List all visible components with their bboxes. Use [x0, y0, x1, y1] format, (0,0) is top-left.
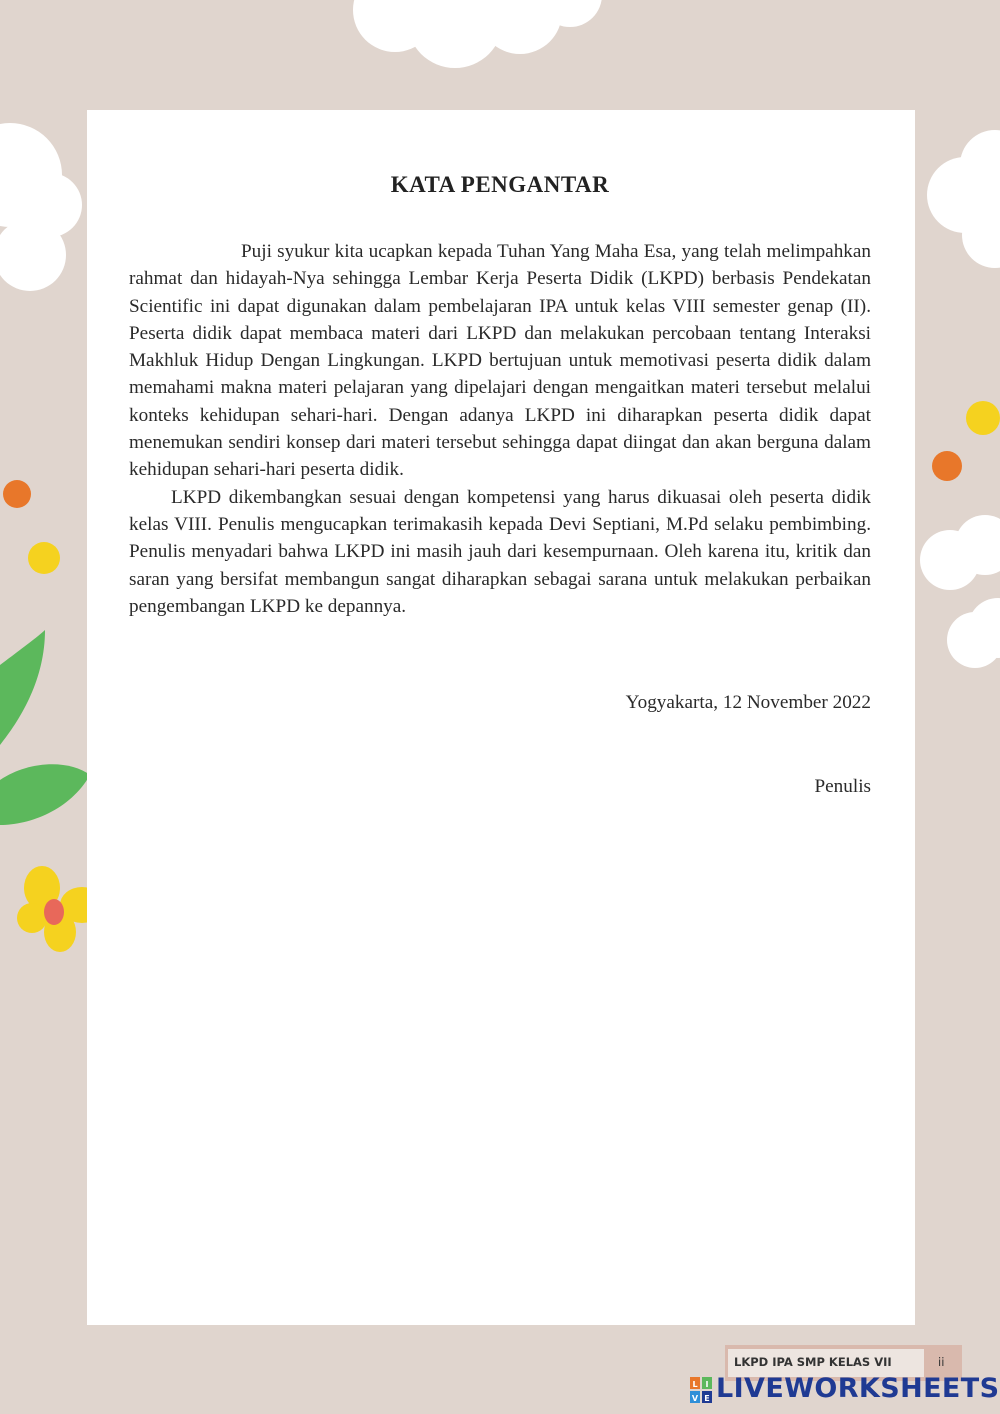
page-title: KATA PENGANTAR — [390, 172, 610, 197]
paragraph-intro: Puji syukur kita ucapkan kepada Tuhan Yang Maha Esa, yang telah melimpahkan rahmat dan hidayah-Nya sehingga Lembar Kerja Peserta Didik (LKPD) berbasis Pendekatan Scientific ini dapat digunakan dalam pembelajaran IPA untuk kelas VIII semester genap (II). Peserta didik dapat membaca materi dari LKPD dan melakukan percobaan tentang Interaksi Makhluk Hidup Dengan Lingkungan. LKPD bertujuan untuk memotivasi peserta didik dalam memahami makna materi pelajaran yang dipelajari dengan mengaitkan materi tersebut melalui konteks kehidupan sehari-hari. Dengan adanya LKPD ini diharapkan peserta didik dapat menemukan sendiri konsep dari materi tersebut sehingga dapat diingat dan akan berguna dalam kehidupan sehari-hari peserta didik. — [129, 241, 871, 481]
footer-label: LKPD IPA SMP KELAS VII — [734, 1355, 892, 1369]
page-number: ii — [938, 1355, 945, 1369]
leaf-lower-decoration — [0, 764, 90, 825]
author-signature: Penulis — [814, 776, 871, 797]
liveworksheets-logo[interactable] — [690, 1372, 1000, 1406]
cloud-right-lower-decoration — [920, 515, 1000, 668]
logo-letter-v: V — [691, 1394, 699, 1403]
logo-blocks-icon — [690, 1377, 712, 1403]
leaf-upper-decoration — [0, 630, 45, 745]
logo-letter-i: I — [705, 1380, 709, 1389]
place-date: Yogyakarta, 12 November 2022 — [625, 692, 871, 713]
yellow-dot-right — [966, 401, 1000, 435]
cloud-top-decoration — [353, 0, 602, 68]
paragraph-acknowledgement: LKPD dikembangkan sesuai dengan kompetensi yang harus dikuasai oleh peserta didik kelas VIII. Penulis mengucapkan terimakasih kepada Devi Septiani, M.Pd selaku pembimbing. Penulis menyadari bahwa LKPD ini masih jauh dari kesempurnaan. Oleh karena itu, kritik dan saran yang bersifat membangun sangat diharapkan sebagai sarana untuk melakukan perbaikan pengembangan LKPD ke depannya. — [129, 486, 871, 617]
cloud-left-decoration — [0, 123, 82, 291]
cloud-right-upper-decoration — [927, 130, 1000, 268]
document-body — [129, 238, 871, 620]
yellow-dot-left — [28, 542, 60, 574]
logo-letter-l: L — [692, 1380, 698, 1389]
orange-dot-left — [3, 480, 31, 508]
brand-name: LIVEWORKSHEETS — [716, 1373, 1000, 1404]
orange-dot-right — [932, 451, 962, 481]
logo-letter-e: E — [704, 1394, 710, 1403]
